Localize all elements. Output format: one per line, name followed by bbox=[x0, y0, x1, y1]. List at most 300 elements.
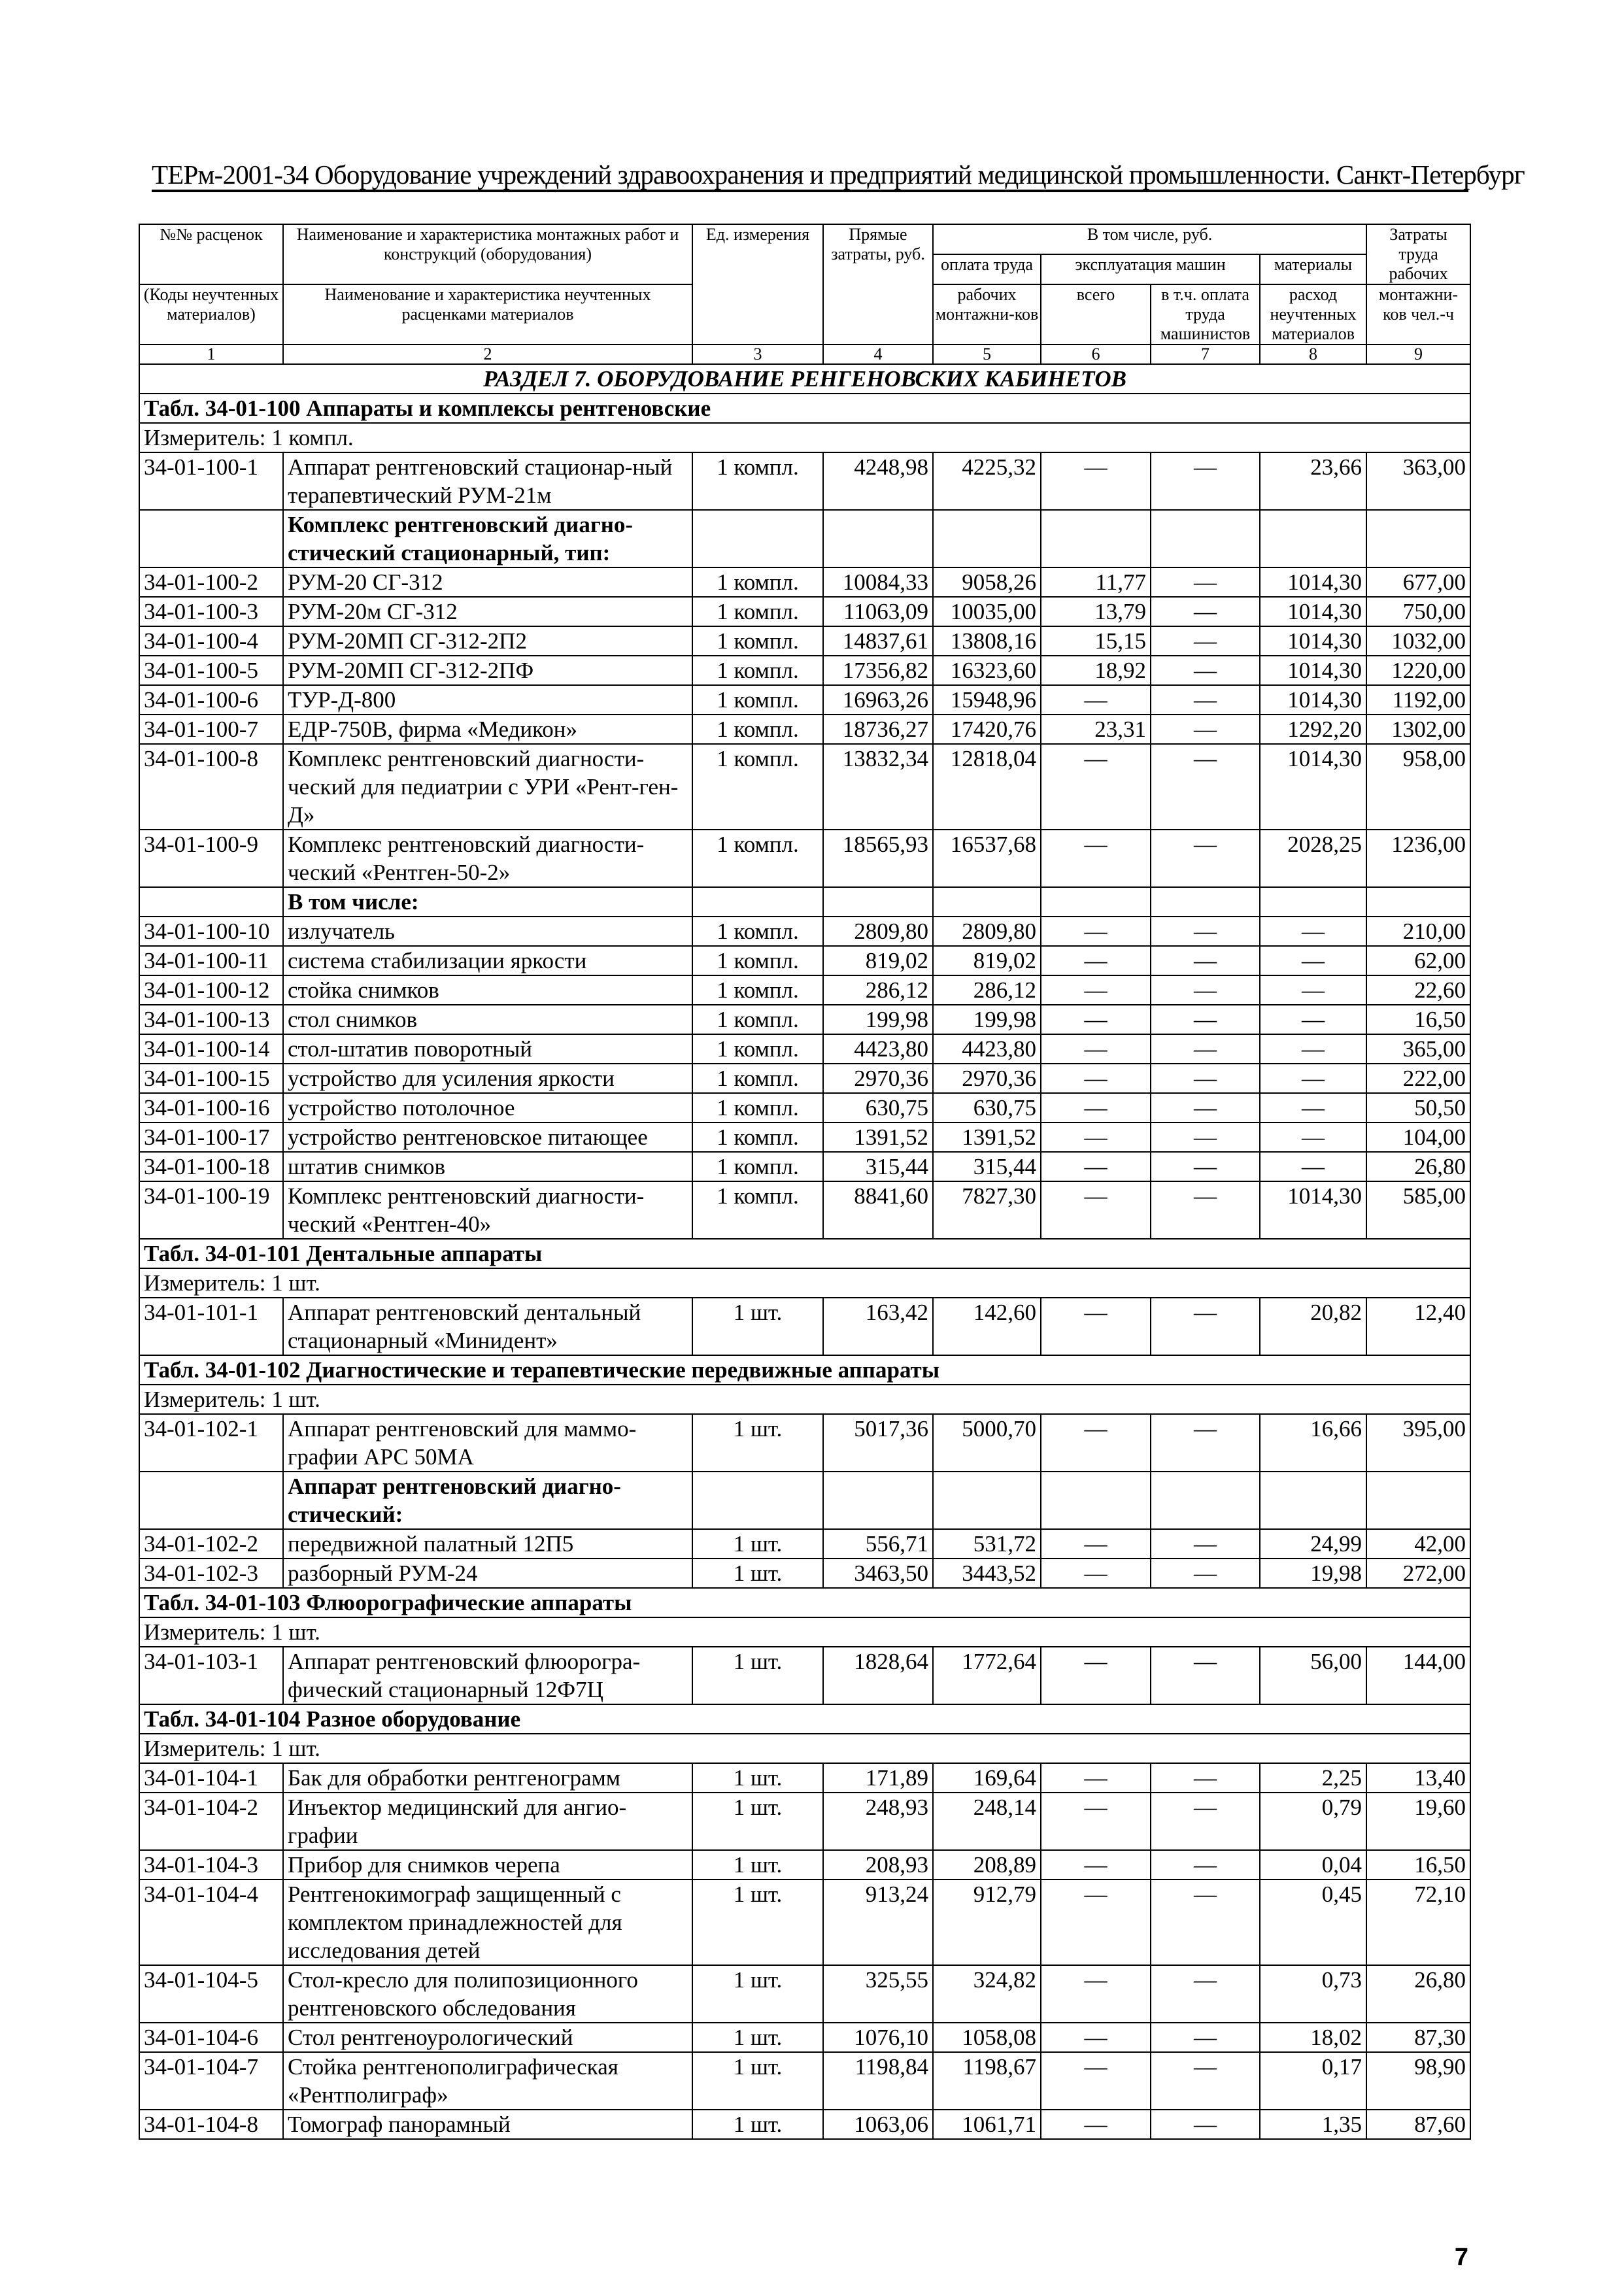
cell-direct-cost: 13832,34 bbox=[823, 744, 933, 830]
cell-direct-cost: 17356,82 bbox=[823, 656, 933, 685]
cell-direct-cost: 286,12 bbox=[823, 975, 933, 1005]
cell-code: 34-01-104-8 bbox=[139, 2110, 283, 2139]
table-measure-row bbox=[139, 1268, 1470, 1298]
cell-direct-cost: 3463,50 bbox=[823, 1559, 933, 1588]
cell-name: Аппарат рентгеновский стационар-ный терапевтический РУМ-21м bbox=[283, 452, 692, 510]
cell-name: Комплекс рентгеновский диагности-ческий «Рентген-40» bbox=[283, 1181, 692, 1239]
group-label: Комплекс рентгеновский диагно-стический стационарный, тип: bbox=[283, 510, 692, 567]
cell-machinist-labor: — bbox=[1151, 1414, 1260, 1472]
cell-materials: — bbox=[1260, 1064, 1366, 1093]
cell-labor-cost: 13808,16 bbox=[933, 626, 1041, 656]
cell-name: устройство рентгеновское питающее bbox=[283, 1122, 692, 1152]
cell-machinist-labor: — bbox=[1151, 1880, 1260, 1965]
cell-direct-cost: 18736,27 bbox=[823, 715, 933, 744]
col2-header-bottom: Наименование и характеристика неучтенных расценками материалов bbox=[283, 284, 692, 345]
cell-machinist-labor: — bbox=[1151, 1529, 1260, 1559]
table-row bbox=[139, 597, 1470, 626]
cell-labor-hours: 144,00 bbox=[1366, 1647, 1470, 1704]
cell-labor-cost: 324,82 bbox=[933, 1965, 1041, 2023]
cell-code: 34-01-102-2 bbox=[139, 1529, 283, 1559]
cell-machine-cost: — bbox=[1041, 685, 1151, 715]
col8-header-top: материалы bbox=[1260, 254, 1366, 284]
cell-direct-cost: 819,02 bbox=[823, 946, 933, 975]
cell-unit: 1 компл. bbox=[692, 626, 823, 656]
cell-materials: 1014,30 bbox=[1260, 744, 1366, 830]
cell-materials: 1014,30 bbox=[1260, 685, 1366, 715]
cell-labor-cost: 1391,52 bbox=[933, 1122, 1041, 1152]
cell-labor-hours: 13,40 bbox=[1366, 1763, 1470, 1793]
header-row-1 bbox=[139, 224, 1470, 254]
cell-machinist-labor: — bbox=[1151, 1064, 1260, 1093]
col-num-4: 4 bbox=[823, 345, 933, 364]
cell-name: Аппарат рентгеновский флюорогра-фический стационарный 12Ф7Ц bbox=[283, 1647, 692, 1704]
cell-machine-cost: — bbox=[1041, 1965, 1151, 2023]
table-measure: Измеритель: 1 шт. bbox=[139, 1734, 1470, 1763]
table-title-row bbox=[139, 1704, 1470, 1734]
cell-labor-hours: 222,00 bbox=[1366, 1064, 1470, 1093]
cell-labor-cost: 286,12 bbox=[933, 975, 1041, 1005]
cell-machine-cost: — bbox=[1041, 1414, 1151, 1472]
cell-machine-cost: 15,15 bbox=[1041, 626, 1151, 656]
cell-materials: 2028,25 bbox=[1260, 830, 1366, 887]
cell-labor-cost: 16537,68 bbox=[933, 830, 1041, 887]
cell-labor-cost: 630,75 bbox=[933, 1093, 1041, 1122]
cell-machine-cost: 23,31 bbox=[1041, 715, 1151, 744]
cell-direct-cost: 18565,93 bbox=[823, 830, 933, 887]
cell-labor-hours: 1192,00 bbox=[1366, 685, 1470, 715]
cell-name: РУМ-20МП СГ-312-2П2 bbox=[283, 626, 692, 656]
table-row bbox=[139, 567, 1470, 597]
table-row bbox=[139, 452, 1470, 510]
cell-labor-cost: 2809,80 bbox=[933, 917, 1041, 946]
col4-header: Прямые затраты, руб. bbox=[823, 224, 933, 345]
cell-name: РУМ-20 СГ-312 bbox=[283, 567, 692, 597]
cell-materials: 23,66 bbox=[1260, 452, 1366, 510]
cell-unit: 1 шт. bbox=[692, 1880, 823, 1965]
cell-name: устройство потолочное bbox=[283, 1093, 692, 1122]
cell-labor-cost: 9058,26 bbox=[933, 567, 1041, 597]
cell-code: 34-01-100-14 bbox=[139, 1034, 283, 1064]
cell-labor-cost: 2970,36 bbox=[933, 1064, 1041, 1093]
col1-header-top: №№ расценок bbox=[139, 224, 283, 284]
cell-labor-hours: 1032,00 bbox=[1366, 626, 1470, 656]
col-num-9: 9 bbox=[1366, 345, 1470, 364]
cell-labor-hours: 272,00 bbox=[1366, 1559, 1470, 1588]
cell-materials: 1014,30 bbox=[1260, 626, 1366, 656]
cell-labor-cost: 16323,60 bbox=[933, 656, 1041, 685]
cell-unit: 1 шт. bbox=[692, 1763, 823, 1793]
cell-unit: 1 компл. bbox=[692, 656, 823, 685]
table-title: Табл. 34-01-100 Аппараты и комплексы рентгеновские bbox=[139, 394, 1470, 423]
cell-machine-cost: — bbox=[1041, 1559, 1151, 1588]
cell-unit: 1 шт. bbox=[692, 2023, 823, 2052]
cell-unit: 1 компл. bbox=[692, 1034, 823, 1064]
cell-machinist-labor: — bbox=[1151, 2110, 1260, 2139]
table-row bbox=[139, 685, 1470, 715]
cell-machinist-labor: — bbox=[1151, 452, 1260, 510]
cell-unit: 1 компл. bbox=[692, 1152, 823, 1181]
cell-materials: 24,99 bbox=[1260, 1529, 1366, 1559]
cell-labor-cost: 3443,52 bbox=[933, 1559, 1041, 1588]
col3-header: Ед. измерения bbox=[692, 224, 823, 345]
cell-name: ТУР-Д-800 bbox=[283, 685, 692, 715]
cell-labor-cost: 531,72 bbox=[933, 1529, 1041, 1559]
cell-code: 34-01-100-1 bbox=[139, 452, 283, 510]
cell-direct-cost: 10084,33 bbox=[823, 567, 933, 597]
cell-unit: 1 шт. bbox=[692, 1965, 823, 2023]
cell-name: Комплекс рентгеновский диагности-ческий «Рентген-50-2» bbox=[283, 830, 692, 887]
cell-machine-cost: — bbox=[1041, 1093, 1151, 1122]
cell-name: стол-штатив поворотный bbox=[283, 1034, 692, 1064]
cell-unit: 1 компл. bbox=[692, 1181, 823, 1239]
cell-labor-cost: 142,60 bbox=[933, 1298, 1041, 1355]
cell-machine-cost: — bbox=[1041, 946, 1151, 975]
cell-labor-hours: 87,60 bbox=[1366, 2110, 1470, 2139]
cell-name: Стойка рентгенополиграфическая «Рентполиграф» bbox=[283, 2052, 692, 2110]
cell-materials: 1292,20 bbox=[1260, 715, 1366, 744]
cell-machinist-labor: — bbox=[1151, 1152, 1260, 1181]
cell-code: 34-01-102-1 bbox=[139, 1414, 283, 1472]
cell-direct-cost: 1391,52 bbox=[823, 1122, 933, 1152]
cell-direct-cost: 199,98 bbox=[823, 1005, 933, 1034]
cell-machine-cost: — bbox=[1041, 1152, 1151, 1181]
table-row bbox=[139, 744, 1470, 830]
cell-code: 34-01-103-1 bbox=[139, 1647, 283, 1704]
cell-labor-hours: 210,00 bbox=[1366, 917, 1470, 946]
cell-name: передвижной палатный 12П5 bbox=[283, 1529, 692, 1559]
cell-materials: 16,66 bbox=[1260, 1414, 1366, 1472]
cell-materials: 1014,30 bbox=[1260, 656, 1366, 685]
cell-code: 34-01-100-6 bbox=[139, 685, 283, 715]
col-num-8: 8 bbox=[1260, 345, 1366, 364]
cell-labor-cost: 208,89 bbox=[933, 1850, 1041, 1880]
cell-machinist-labor: — bbox=[1151, 744, 1260, 830]
cell-labor-cost: 4423,80 bbox=[933, 1034, 1041, 1064]
cell-materials: — bbox=[1260, 1152, 1366, 1181]
table-title: Табл. 34-01-101 Дентальные аппараты bbox=[139, 1239, 1470, 1268]
cell-machinist-labor: — bbox=[1151, 1647, 1260, 1704]
cell-name: разборный РУМ-24 bbox=[283, 1559, 692, 1588]
cell-materials: 1014,30 bbox=[1260, 597, 1366, 626]
table-row bbox=[139, 1763, 1470, 1793]
col9-header-top: Затраты труда рабочих bbox=[1366, 224, 1470, 284]
cell-machine-cost: — bbox=[1041, 1529, 1151, 1559]
cell-direct-cost: 2970,36 bbox=[823, 1064, 933, 1093]
cell-machinist-labor: — bbox=[1151, 917, 1260, 946]
cell-machinist-labor: — bbox=[1151, 975, 1260, 1005]
cell-direct-cost: 14837,61 bbox=[823, 626, 933, 656]
col-num-1: 1 bbox=[139, 345, 283, 364]
cell-labor-hours: 16,50 bbox=[1366, 1850, 1470, 1880]
cell-name: Комплекс рентгеновский диагности-ческий для педиатрии с УРИ «Рент-ген-Д» bbox=[283, 744, 692, 830]
page-header: ТЕРм-2001-34 Оборудование учреждений здравоохранения и предприятий медицинской промышленности. Санкт-Петербург bbox=[152, 160, 1468, 192]
cell-labor-hours: 72,10 bbox=[1366, 1880, 1470, 1965]
table-row bbox=[139, 626, 1470, 656]
cell-direct-cost: 1076,10 bbox=[823, 2023, 933, 2052]
cell-labor-cost: 1058,08 bbox=[933, 2023, 1041, 2052]
cell-name: Аппарат рентгеновский для маммо-графии АРС 50МА bbox=[283, 1414, 692, 1472]
cell-unit: 1 компл. bbox=[692, 744, 823, 830]
table-row bbox=[139, 2110, 1470, 2139]
cell-code: 34-01-100-15 bbox=[139, 1064, 283, 1093]
cell-machine-cost: — bbox=[1041, 1181, 1151, 1239]
col-num-6: 6 bbox=[1041, 345, 1151, 364]
cell-unit: 1 компл. bbox=[692, 1064, 823, 1093]
cell-unit: 1 шт. bbox=[692, 1647, 823, 1704]
cell-labor-cost: 5000,70 bbox=[933, 1414, 1041, 1472]
cell-unit: 1 шт. bbox=[692, 2052, 823, 2110]
cell-labor-hours: 22,60 bbox=[1366, 975, 1470, 1005]
col-num-2: 2 bbox=[283, 345, 692, 364]
cell-unit: 1 шт. bbox=[692, 1559, 823, 1588]
table-row bbox=[139, 1064, 1470, 1093]
cell-direct-cost: 2809,80 bbox=[823, 917, 933, 946]
cell-labor-cost: 1061,71 bbox=[933, 2110, 1041, 2139]
cell-materials: 0,45 bbox=[1260, 1880, 1366, 1965]
table-row bbox=[139, 1122, 1470, 1152]
table-row bbox=[139, 917, 1470, 946]
cell-machine-cost: — bbox=[1041, 2023, 1151, 2052]
cell-name: устройство для усиления яркости bbox=[283, 1064, 692, 1093]
cell-name: РУМ-20м СГ-312 bbox=[283, 597, 692, 626]
cell-name: РУМ-20МП СГ-312-2ПФ bbox=[283, 656, 692, 685]
cell-code: 34-01-100-3 bbox=[139, 597, 283, 626]
table-measure-row bbox=[139, 1734, 1470, 1763]
cell-labor-cost: 4225,32 bbox=[933, 452, 1041, 510]
cell-code: 34-01-104-5 bbox=[139, 1965, 283, 2023]
cell-labor-cost: 248,14 bbox=[933, 1793, 1041, 1850]
cell-machinist-labor: — bbox=[1151, 656, 1260, 685]
cell-materials: — bbox=[1260, 917, 1366, 946]
column-numbers-row bbox=[139, 345, 1470, 364]
table-row bbox=[139, 1414, 1470, 1472]
cell-unit: 1 компл. bbox=[692, 452, 823, 510]
cell-code: 34-01-100-2 bbox=[139, 567, 283, 597]
cell-code: 34-01-100-17 bbox=[139, 1122, 283, 1152]
cell-labor-hours: 677,00 bbox=[1366, 567, 1470, 597]
table-row bbox=[139, 656, 1470, 685]
cell-machine-cost: — bbox=[1041, 1298, 1151, 1355]
cell-direct-cost: 315,44 bbox=[823, 1152, 933, 1181]
cell-materials: 1014,30 bbox=[1260, 567, 1366, 597]
cell-machinist-labor: — bbox=[1151, 1181, 1260, 1239]
group-header-row bbox=[139, 1472, 1470, 1529]
cell-unit: 1 шт. bbox=[692, 1850, 823, 1880]
cell-labor-cost: 819,02 bbox=[933, 946, 1041, 975]
cell-labor-hours: 750,00 bbox=[1366, 597, 1470, 626]
cell-direct-cost: 163,42 bbox=[823, 1298, 933, 1355]
cell-unit: 1 компл. bbox=[692, 715, 823, 744]
cell-materials: 0,79 bbox=[1260, 1793, 1366, 1850]
cell-labor-cost: 15948,96 bbox=[933, 685, 1041, 715]
cell-code: 34-01-104-3 bbox=[139, 1850, 283, 1880]
cell-direct-cost: 4423,80 bbox=[823, 1034, 933, 1064]
table-row bbox=[139, 1850, 1470, 1880]
cell-machinist-labor: — bbox=[1151, 626, 1260, 656]
cell-labor-hours: 12,40 bbox=[1366, 1298, 1470, 1355]
cell-code: 34-01-100-4 bbox=[139, 626, 283, 656]
cell-labor-hours: 98,90 bbox=[1366, 2052, 1470, 2110]
cell-materials: 2,25 bbox=[1260, 1763, 1366, 1793]
cell-machinist-labor: — bbox=[1151, 1763, 1260, 1793]
cell-machinist-labor: — bbox=[1151, 946, 1260, 975]
cell-machinist-labor: — bbox=[1151, 1559, 1260, 1588]
cell-machinist-labor: — bbox=[1151, 567, 1260, 597]
cell-machinist-labor: — bbox=[1151, 2023, 1260, 2052]
table-row bbox=[139, 1152, 1470, 1181]
cell-labor-hours: 87,30 bbox=[1366, 2023, 1470, 2052]
cell-labor-hours: 104,00 bbox=[1366, 1122, 1470, 1152]
cell-direct-cost: 630,75 bbox=[823, 1093, 933, 1122]
table-row bbox=[139, 1647, 1470, 1704]
cell-unit: 1 шт. bbox=[692, 1298, 823, 1355]
cell-code: 34-01-100-13 bbox=[139, 1005, 283, 1034]
table-title: Табл. 34-01-102 Диагностические и терапевтические передвижные аппараты bbox=[139, 1355, 1470, 1385]
table-row bbox=[139, 2023, 1470, 2052]
col-num-7: 7 bbox=[1151, 345, 1260, 364]
cell-machinist-labor: — bbox=[1151, 2052, 1260, 2110]
cell-machinist-labor: — bbox=[1151, 1850, 1260, 1880]
table-row bbox=[139, 975, 1470, 1005]
cell-unit: 1 компл. bbox=[692, 597, 823, 626]
cell-labor-hours: 1236,00 bbox=[1366, 830, 1470, 887]
group-label: Аппарат рентгеновский диагно-стический: bbox=[283, 1472, 692, 1529]
cell-unit: 1 компл. bbox=[692, 1005, 823, 1034]
cell-code: 34-01-100-10 bbox=[139, 917, 283, 946]
cell-labor-cost: 199,98 bbox=[933, 1005, 1041, 1034]
group-header-row bbox=[139, 887, 1470, 917]
cell-labor-cost: 912,79 bbox=[933, 1880, 1041, 1965]
cell-direct-cost: 8841,60 bbox=[823, 1181, 933, 1239]
cell-name: Рентгенокимограф защищенный с комплектом принадлежностей для исследования детей bbox=[283, 1880, 692, 1965]
cell-machinist-labor: — bbox=[1151, 685, 1260, 715]
cell-labor-cost: 1772,64 bbox=[933, 1647, 1041, 1704]
cell-unit: 1 шт. bbox=[692, 1793, 823, 1850]
cell-name: Бак для обработки рентгенограмм bbox=[283, 1763, 692, 1793]
section-title: РАЗДЕЛ 7. ОБОРУДОВАНИЕ РЕНГЕНОВСКИХ КАБИНЕТОВ bbox=[139, 364, 1470, 394]
cell-labor-hours: 50,50 bbox=[1366, 1093, 1470, 1122]
cell-labor-cost: 7827,30 bbox=[933, 1181, 1041, 1239]
cell-unit: 1 компл. bbox=[692, 830, 823, 887]
cell-machinist-labor: — bbox=[1151, 1093, 1260, 1122]
cell-unit: 1 компл. bbox=[692, 917, 823, 946]
cell-unit: 1 шт. bbox=[692, 1529, 823, 1559]
cell-direct-cost: 248,93 bbox=[823, 1793, 933, 1850]
cell-direct-cost: 1198,84 bbox=[823, 2052, 933, 2110]
cell-materials: 0,04 bbox=[1260, 1850, 1366, 1880]
cell-direct-cost: 1063,06 bbox=[823, 2110, 933, 2139]
cell-direct-cost: 208,93 bbox=[823, 1850, 933, 1880]
cell-machinist-labor: — bbox=[1151, 1965, 1260, 2023]
cell-machine-cost: — bbox=[1041, 1763, 1151, 1793]
cell-direct-cost: 11063,09 bbox=[823, 597, 933, 626]
cell-name: излучатель bbox=[283, 917, 692, 946]
cell-labor-hours: 1220,00 bbox=[1366, 656, 1470, 685]
cell-machine-cost: — bbox=[1041, 452, 1151, 510]
cell-code: 34-01-100-16 bbox=[139, 1093, 283, 1122]
cell-direct-cost: 16963,26 bbox=[823, 685, 933, 715]
table-title-row bbox=[139, 1588, 1470, 1617]
cell-materials: 0,73 bbox=[1260, 1965, 1366, 2023]
cell-machine-cost: — bbox=[1041, 1647, 1151, 1704]
col-num-3: 3 bbox=[692, 345, 823, 364]
cell-unit: 1 шт. bbox=[692, 1414, 823, 1472]
cell-labor-hours: 42,00 bbox=[1366, 1529, 1470, 1559]
table-row bbox=[139, 1005, 1470, 1034]
cell-name: стол снимков bbox=[283, 1005, 692, 1034]
cell-code: 34-01-100-5 bbox=[139, 656, 283, 685]
cell-machine-cost: — bbox=[1041, 830, 1151, 887]
cell-materials: 19,98 bbox=[1260, 1559, 1366, 1588]
cell-materials: — bbox=[1260, 1005, 1366, 1034]
cell-materials: 0,17 bbox=[1260, 2052, 1366, 2110]
cell-code: 34-01-104-6 bbox=[139, 2023, 283, 2052]
cell-machine-cost: — bbox=[1041, 975, 1151, 1005]
cell-code: 34-01-100-19 bbox=[139, 1181, 283, 1239]
cell-machine-cost: — bbox=[1041, 1880, 1151, 1965]
table-measure: Измеритель: 1 компл. bbox=[139, 423, 1470, 452]
group-label: В том числе: bbox=[283, 887, 692, 917]
cell-code: 34-01-100-7 bbox=[139, 715, 283, 744]
col6-header: всего bbox=[1041, 284, 1151, 345]
cell-materials: — bbox=[1260, 1093, 1366, 1122]
cell-direct-cost: 556,71 bbox=[823, 1529, 933, 1559]
cell-labor-hours: 1302,00 bbox=[1366, 715, 1470, 744]
cell-name: Стол-кресло для полипозиционного рентгеновского обследования bbox=[283, 1965, 692, 2023]
group-header-row bbox=[139, 510, 1470, 567]
cell-labor-hours: 395,00 bbox=[1366, 1414, 1470, 1472]
cell-name: Инъектор медицинский для ангио-графии bbox=[283, 1793, 692, 1850]
cell-name: Аппарат рентгеновский дентальный стационарный «Минидент» bbox=[283, 1298, 692, 1355]
cell-labor-cost: 169,64 bbox=[933, 1763, 1041, 1793]
section-row bbox=[139, 364, 1470, 394]
cell-machine-cost: — bbox=[1041, 2110, 1151, 2139]
cell-direct-cost: 4248,98 bbox=[823, 452, 933, 510]
cell-labor-cost: 12818,04 bbox=[933, 744, 1041, 830]
table-row bbox=[139, 1093, 1470, 1122]
table-row bbox=[139, 2052, 1470, 2110]
cell-code: 34-01-104-1 bbox=[139, 1763, 283, 1793]
cell-labor-hours: 19,60 bbox=[1366, 1793, 1470, 1850]
cell-machine-cost: 13,79 bbox=[1041, 597, 1151, 626]
table-row bbox=[139, 1298, 1470, 1355]
cell-materials: — bbox=[1260, 946, 1366, 975]
cell-machinist-labor: — bbox=[1151, 1034, 1260, 1064]
cell-machinist-labor: — bbox=[1151, 830, 1260, 887]
cell-materials: 1,35 bbox=[1260, 2110, 1366, 2139]
table-measure: Измеритель: 1 шт. bbox=[139, 1268, 1470, 1298]
cell-labor-cost: 10035,00 bbox=[933, 597, 1041, 626]
cell-unit: 1 компл. bbox=[692, 685, 823, 715]
page-number: 7 bbox=[1454, 2244, 1468, 2271]
cell-direct-cost: 5017,36 bbox=[823, 1414, 933, 1472]
cell-machine-cost: — bbox=[1041, 1850, 1151, 1880]
table-title: Табл. 34-01-104 Разное оборудование bbox=[139, 1704, 1470, 1734]
table-title-row bbox=[139, 1355, 1470, 1385]
table-row bbox=[139, 1793, 1470, 1850]
cell-machinist-labor: — bbox=[1151, 597, 1260, 626]
cell-direct-cost: 1828,64 bbox=[823, 1647, 933, 1704]
cell-code: 34-01-100-11 bbox=[139, 946, 283, 975]
cell-code: 34-01-101-1 bbox=[139, 1298, 283, 1355]
cell-materials: 56,00 bbox=[1260, 1647, 1366, 1704]
cell-name: стойка снимков bbox=[283, 975, 692, 1005]
col5-header-bottom: рабочих монтажни-ков bbox=[933, 284, 1041, 345]
cell-materials: — bbox=[1260, 1122, 1366, 1152]
cell-name: Прибор для снимков черепа bbox=[283, 1850, 692, 1880]
cell-machine-cost: — bbox=[1041, 917, 1151, 946]
cell-machine-cost: — bbox=[1041, 1122, 1151, 1152]
